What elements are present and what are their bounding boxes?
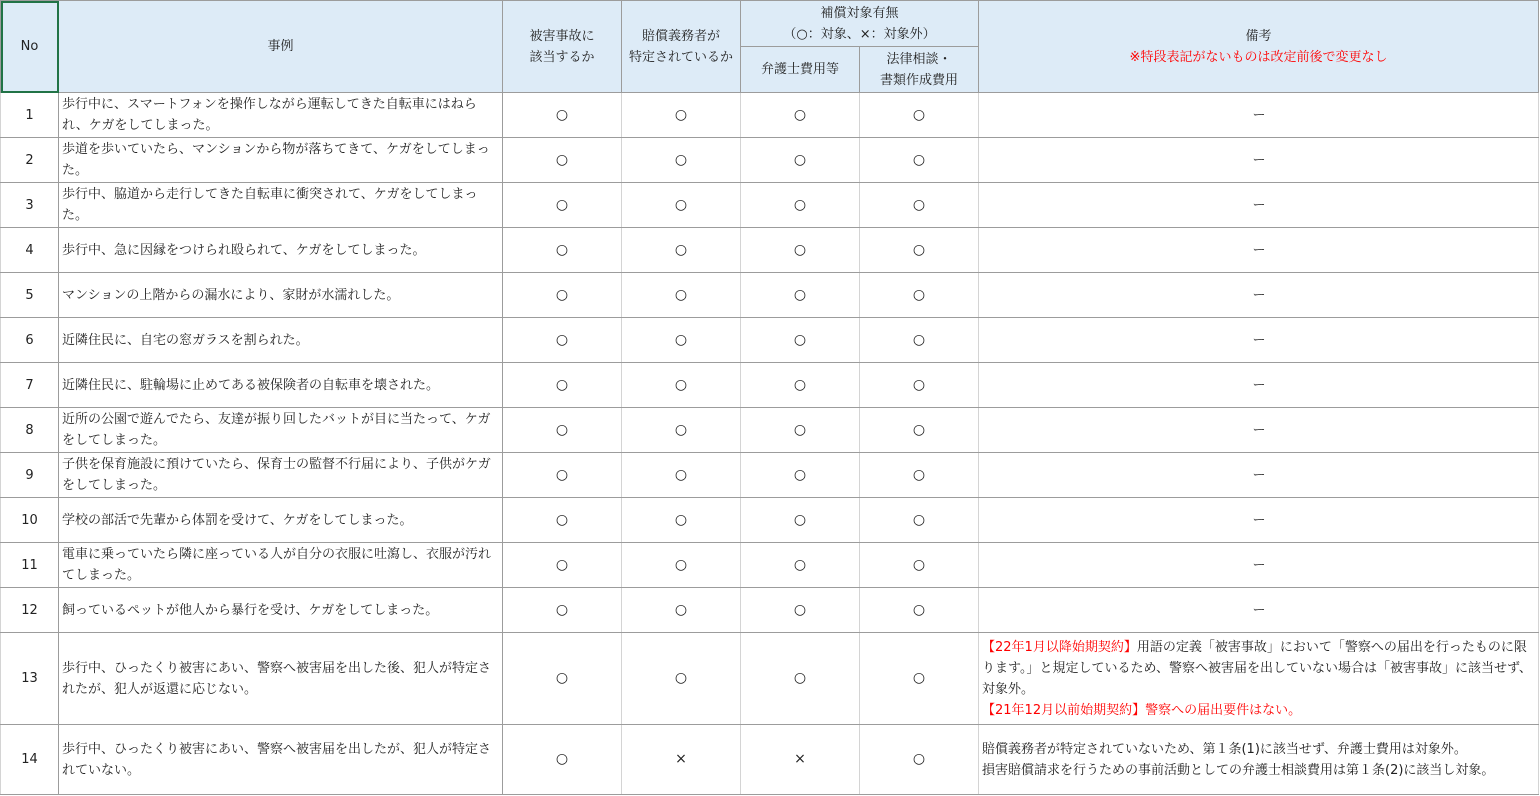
table-row xyxy=(1,725,1539,795)
row-no-cell[interactable]: 10 xyxy=(1,498,59,543)
row-case-cell[interactable]: マンションの上階からの漏水により、家財が水濡れした。 xyxy=(59,273,503,318)
row-consult-cell[interactable]: ○ xyxy=(860,498,979,543)
row-case-cell[interactable]: 歩道を歩いていたら、マンションから物が落ちてきて、ケガをしてしまった。 xyxy=(59,138,503,183)
table-row xyxy=(1,408,1539,453)
row-victim-cell[interactable]: ○ xyxy=(503,273,622,318)
table-row xyxy=(1,453,1539,498)
row-liable-cell[interactable]: × xyxy=(622,725,741,795)
row-consult-cell[interactable]: ○ xyxy=(860,228,979,273)
row-note-cell[interactable]: ー xyxy=(979,93,1539,138)
row-note-cell[interactable]: ー xyxy=(979,498,1539,543)
row-liable-cell[interactable]: ○ xyxy=(622,498,741,543)
row-note-cell[interactable]: ー xyxy=(979,228,1539,273)
row-consult-cell[interactable]: ○ xyxy=(860,138,979,183)
row-no-cell[interactable]: 8 xyxy=(1,408,59,453)
row-victim-cell[interactable]: ○ xyxy=(503,228,622,273)
header-lawyer-fee[interactable]: 弁護士費用等 xyxy=(741,47,860,93)
row-case-cell[interactable]: 飼っているペットが他人から暴行を受け、ケガをしてしまった。 xyxy=(59,588,503,633)
row-liable-cell[interactable]: ○ xyxy=(622,363,741,408)
row-victim-cell[interactable]: ○ xyxy=(503,633,622,725)
row-victim-cell[interactable]: ○ xyxy=(503,363,622,408)
row-consult-cell[interactable]: ○ xyxy=(860,93,979,138)
row-case-cell[interactable]: 近隣住民に、自宅の窓ガラスを割られた。 xyxy=(59,318,503,363)
row-case-cell[interactable]: 学校の部活で先輩から体罰を受けて、ケガをしてしまった。 xyxy=(59,498,503,543)
row-note-cell[interactable]: ー xyxy=(979,588,1539,633)
row-victim-cell[interactable]: ○ xyxy=(503,588,622,633)
row-victim-cell[interactable]: ○ xyxy=(503,318,622,363)
table-body xyxy=(1,93,1539,633)
row-no-cell[interactable]: 4 xyxy=(1,228,59,273)
row-no-cell[interactable]: 5 xyxy=(1,273,59,318)
header-case[interactable]: 事例 xyxy=(59,1,503,93)
row-case-cell[interactable]: 歩行中、急に因縁をつけられ殴られて、ケガをしてしまった。 xyxy=(59,228,503,273)
table-row xyxy=(1,543,1539,588)
row-victim-cell[interactable]: ○ xyxy=(503,93,622,138)
row-note-cell[interactable]: ー xyxy=(979,138,1539,183)
row-lawyer-cell[interactable]: ○ xyxy=(741,93,860,138)
row-consult-cell[interactable]: ○ xyxy=(860,725,979,795)
row-lawyer-cell[interactable]: ○ xyxy=(741,543,860,588)
row-no-cell[interactable]: 11 xyxy=(1,543,59,588)
row-case-cell[interactable]: 近所の公園で遊んでたら、友達が振り回したバットが目に当たって、ケガをしてしまった。 xyxy=(59,408,503,453)
row-lawyer-cell[interactable]: ○ xyxy=(741,408,860,453)
row-victim-cell[interactable]: ○ xyxy=(503,543,622,588)
row-liable-cell[interactable]: ○ xyxy=(622,183,741,228)
table-row xyxy=(1,318,1539,363)
table-row xyxy=(1,273,1539,318)
row-consult-cell[interactable]: ○ xyxy=(860,633,979,725)
row-liable-cell[interactable]: ○ xyxy=(622,453,741,498)
row-liable-cell[interactable]: ○ xyxy=(622,633,741,725)
row-lawyer-cell[interactable]: ○ xyxy=(741,228,860,273)
table-row xyxy=(1,498,1539,543)
row-note-cell[interactable]: 賠償義務者が特定されていないため、第１条(1)に該当せず、弁護士費用は対象外。 損害賠償請求を行うための事前活動としての弁護士相談費用は第１条(2)に該当し対象。 xyxy=(979,725,1539,795)
row-case-cell[interactable]: 近隣住民に、駐輪場に止めてある被保険者の自転車を壊された。 xyxy=(59,363,503,408)
row-case-cell[interactable]: 歩行中、ひったくり被害にあい、警察へ被害届を出したが、犯人が特定されていない。 xyxy=(59,725,503,795)
row-consult-cell[interactable]: ○ xyxy=(860,363,979,408)
row-liable-cell[interactable]: ○ xyxy=(622,318,741,363)
row-victim-cell[interactable]: ○ xyxy=(503,183,622,228)
header-coverage-group[interactable]: 補償対象有無 （○：対象、×：対象外） xyxy=(741,1,979,47)
table-row xyxy=(1,93,1539,138)
row-consult-cell[interactable]: ○ xyxy=(860,453,979,498)
row-case-cell[interactable]: 歩行中、脇道から走行してきた自転車に衝突されて、ケガをしてしまった。 xyxy=(59,183,503,228)
row-victim-cell[interactable]: ○ xyxy=(503,453,622,498)
row-note-cell[interactable]: ー xyxy=(979,273,1539,318)
row-lawyer-cell[interactable]: ○ xyxy=(741,633,860,725)
row-case-cell[interactable]: 歩行中、ひったくり被害にあい、警察へ被害届を出した後、犯人が特定されたが、犯人が返還に応じない。 xyxy=(59,633,503,725)
row-victim-cell[interactable]: ○ xyxy=(503,498,622,543)
row-note-cell[interactable]: 【22年1月以降始期契約】用語の定義「被害事故」において「警察への届出を行ったものに限ります。」と規定しているため、警察へ被害届を出していない場合は「被害事故」に該当せず、対象外。 【21年12月以前始期契約】警察への届出要件はない。 xyxy=(979,633,1539,725)
row-lawyer-cell[interactable]: ○ xyxy=(741,318,860,363)
row-victim-cell[interactable]: ○ xyxy=(503,138,622,183)
row-lawyer-cell[interactable]: ○ xyxy=(741,588,860,633)
row-lawyer-cell[interactable]: ○ xyxy=(741,498,860,543)
row-no-cell[interactable]: 14 xyxy=(1,725,59,795)
row-liable-cell[interactable]: ○ xyxy=(622,138,741,183)
table-row xyxy=(1,633,1539,725)
row-victim-cell[interactable]: ○ xyxy=(503,725,622,795)
table-row xyxy=(1,228,1539,273)
row-liable-cell[interactable]: ○ xyxy=(622,408,741,453)
row-lawyer-cell[interactable]: × xyxy=(741,725,860,795)
row-consult-cell[interactable]: ○ xyxy=(860,183,979,228)
row-consult-cell[interactable]: ○ xyxy=(860,543,979,588)
row-no-cell[interactable]: 3 xyxy=(1,183,59,228)
row-consult-cell[interactable]: ○ xyxy=(860,318,979,363)
row-victim-cell[interactable]: ○ xyxy=(503,408,622,453)
row-liable-cell[interactable]: ○ xyxy=(622,543,741,588)
header-legal-consult[interactable]: 法律相談・ 書類作成費用 xyxy=(860,47,979,93)
row-no-cell[interactable]: 2 xyxy=(1,138,59,183)
row-lawyer-cell[interactable]: ○ xyxy=(741,138,860,183)
row-note-cell[interactable]: ー xyxy=(979,363,1539,408)
row-case-cell[interactable]: 子供を保育施設に預けていたら、保育士の監督不行届により、子供がケガをしてしまった。 xyxy=(59,453,503,498)
row-no-cell[interactable]: 7 xyxy=(1,363,59,408)
row-liable-cell[interactable]: ○ xyxy=(622,93,741,138)
row-consult-cell[interactable]: ○ xyxy=(860,408,979,453)
row-lawyer-cell[interactable]: ○ xyxy=(741,363,860,408)
row-no-cell[interactable]: 9 xyxy=(1,453,59,498)
row-note-cell[interactable]: ー xyxy=(979,318,1539,363)
table-row xyxy=(1,363,1539,408)
header-victim-accident[interactable]: 被害事故に 該当するか xyxy=(503,1,622,93)
row-liable-cell[interactable]: ○ xyxy=(622,228,741,273)
header-liable-party[interactable]: 賠償義務者が 特定されているか xyxy=(622,1,741,93)
row-lawyer-cell[interactable]: ○ xyxy=(741,183,860,228)
table-row xyxy=(1,138,1539,183)
row-consult-cell[interactable]: ○ xyxy=(860,273,979,318)
row-no-cell[interactable]: 6 xyxy=(1,318,59,363)
row-note-cell[interactable]: ー xyxy=(979,543,1539,588)
row-lawyer-cell[interactable]: ○ xyxy=(741,453,860,498)
row-liable-cell[interactable]: ○ xyxy=(622,273,741,318)
table-body-extra xyxy=(1,633,1539,795)
row-lawyer-cell[interactable]: ○ xyxy=(741,273,860,318)
row-no-cell[interactable]: 13 xyxy=(1,633,59,725)
row-liable-cell[interactable]: ○ xyxy=(622,588,741,633)
row-consult-cell[interactable]: ○ xyxy=(860,588,979,633)
table-row xyxy=(1,183,1539,228)
remarks-note: ※特段表記がないものは改定前後で変更なし xyxy=(1129,49,1388,65)
row-note-cell[interactable]: ー xyxy=(979,183,1539,228)
table-row xyxy=(1,588,1539,633)
row-note-cell[interactable]: ー xyxy=(979,408,1539,453)
row-case-cell[interactable]: 電車に乗っていたら隣に座っている人が自分の衣服に吐瀉し、衣服が汚れてしまった。 xyxy=(59,543,503,588)
row-case-cell[interactable]: 歩行中に、スマートフォンを操作しながら運転してきた自転車にはねられ、ケガをしてしまった。 xyxy=(59,93,503,138)
header-remarks[interactable]: 備考 ※特段表記がないものは改定前後で変更なし xyxy=(979,1,1539,93)
row-note-cell[interactable]: ー xyxy=(979,453,1539,498)
row-no-cell[interactable]: 1 xyxy=(1,93,59,138)
header-no[interactable]: No xyxy=(1,1,59,93)
row-no-cell[interactable]: 12 xyxy=(1,588,59,633)
